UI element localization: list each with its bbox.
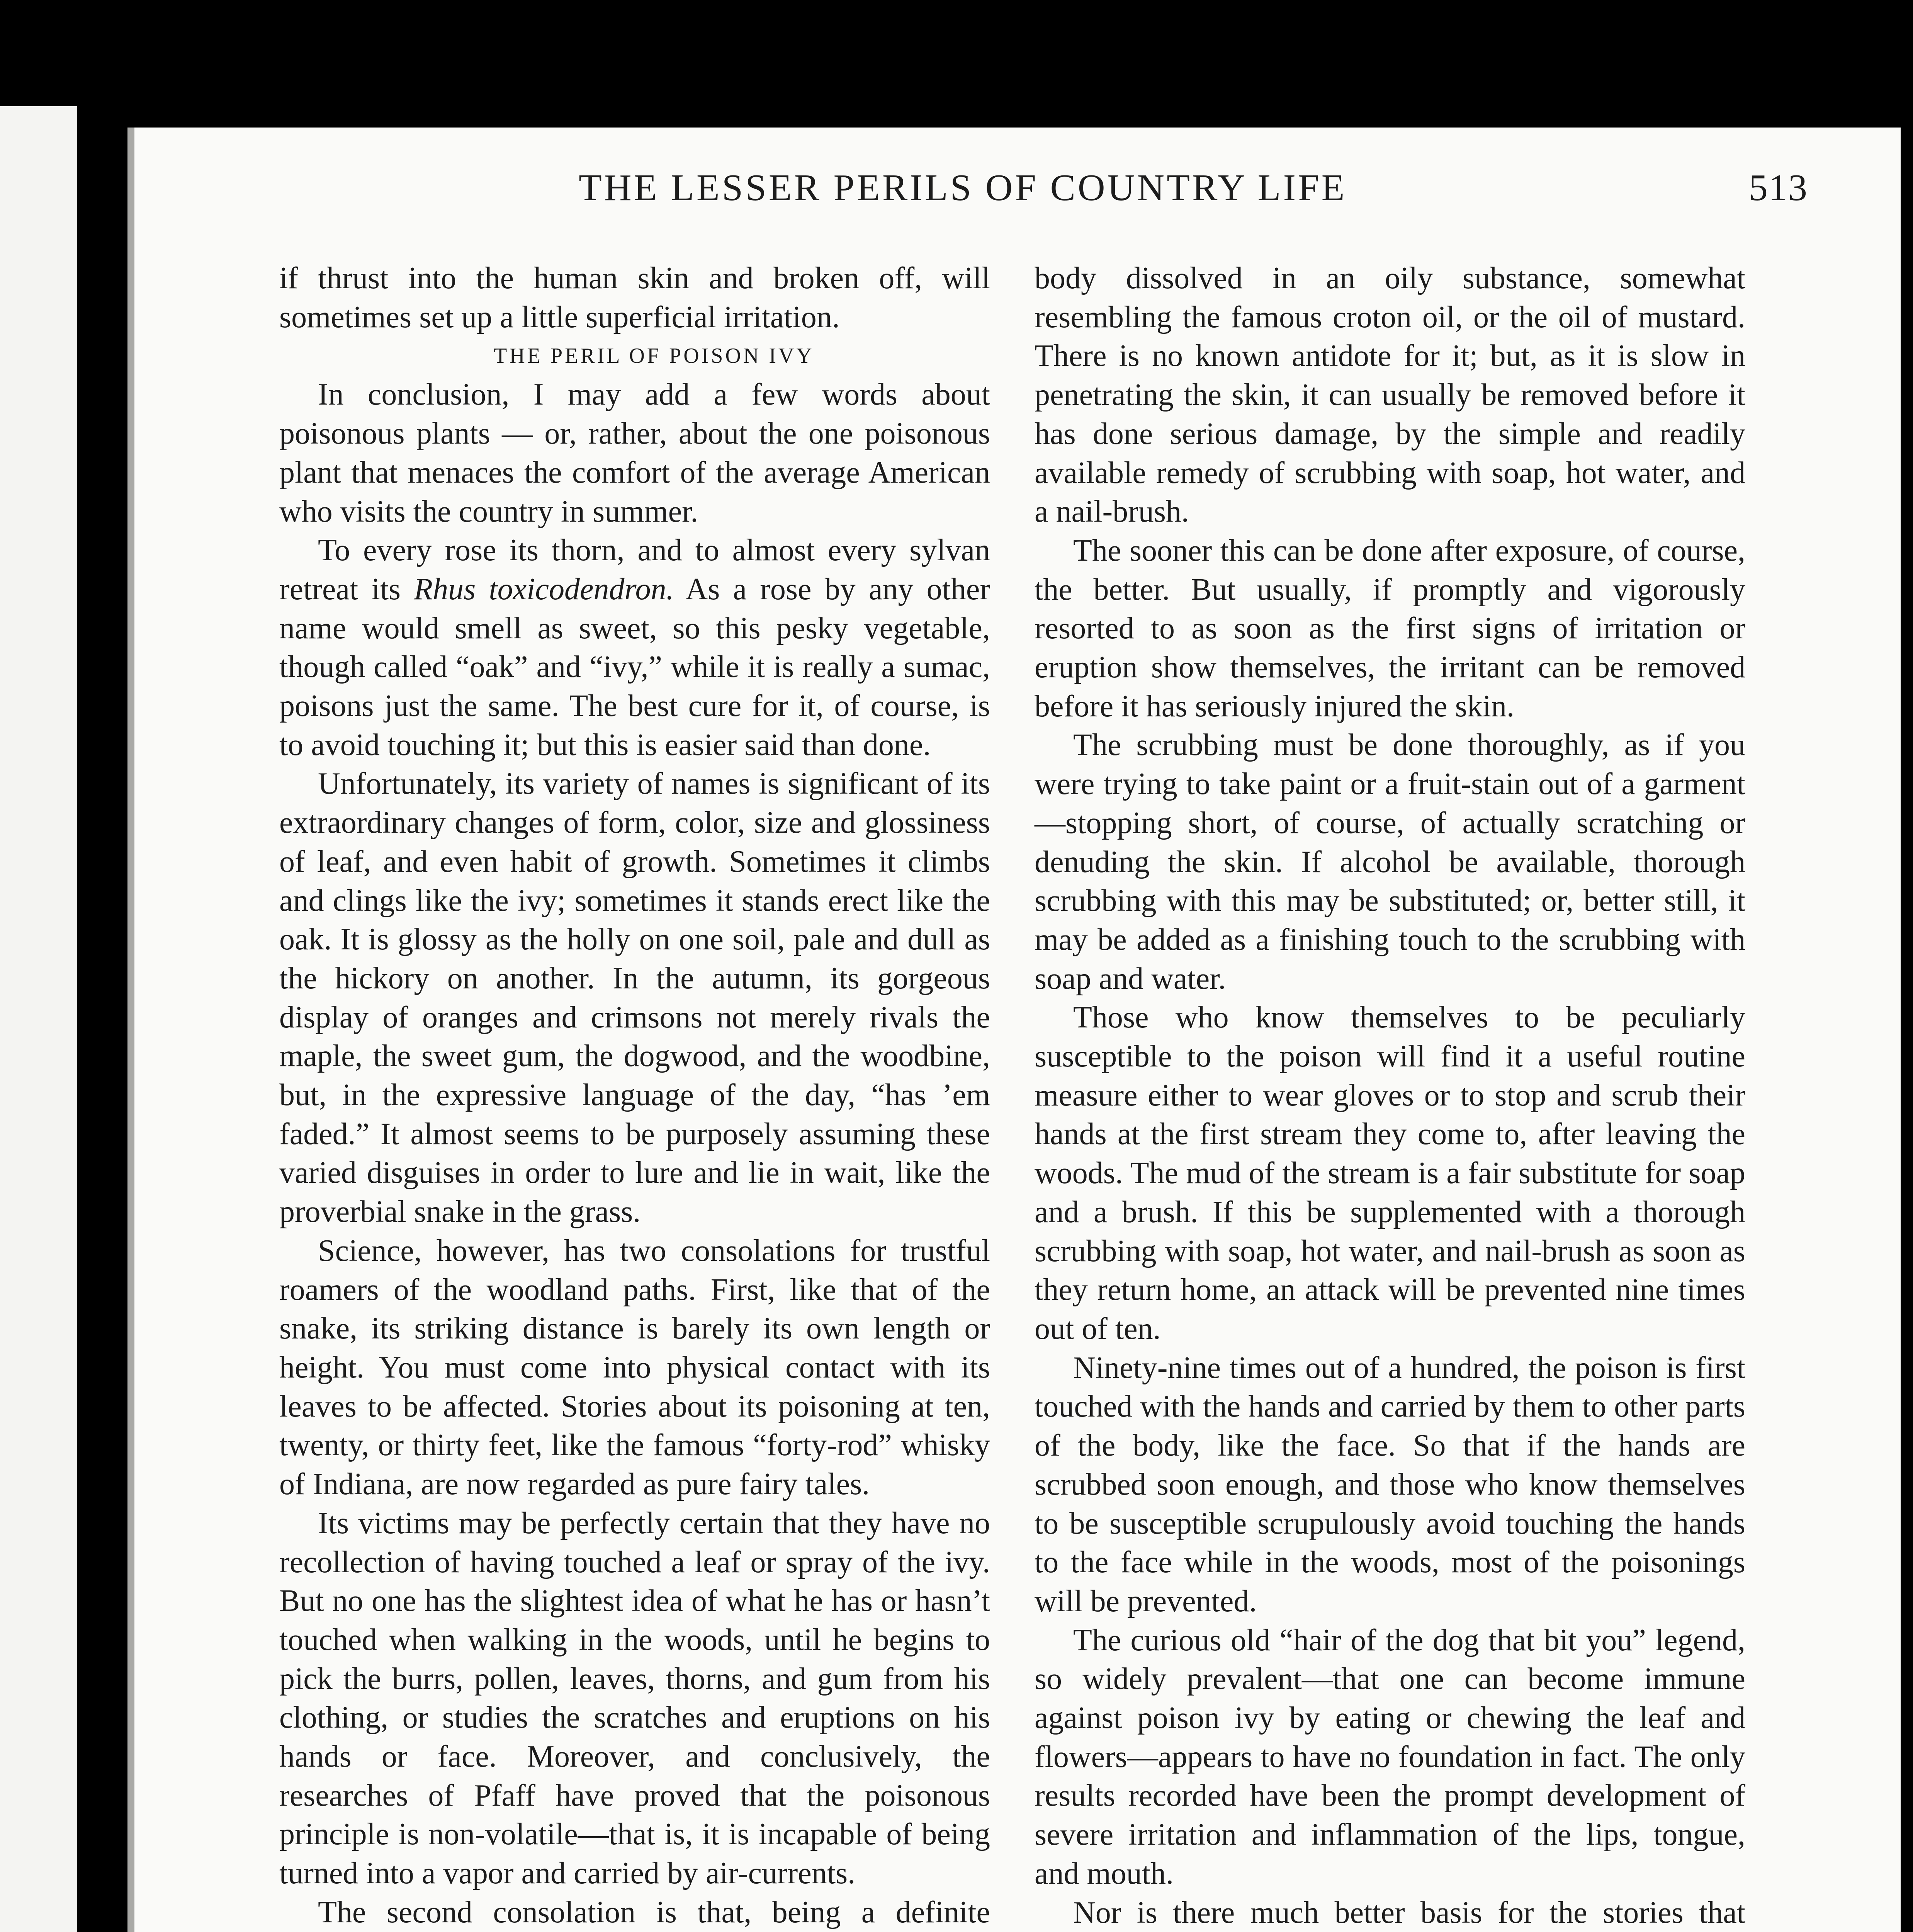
book-page [127,128,1901,1932]
paragraph: The curious old “hair of the dog that bit you” legend, so widely prevalent—that one can become immune against poison ivy by eating or chewing the leaf and flowers—appears to have no foundation in fact. The only results recorded have been the prompt development of severe irritation and inflammation of the lips, tongue, and mouth. [1035,1623,1745,1891]
paragraph: Its victims may be perfectly certain that they have no recollection of having touched a leaf or spray of the ivy. But no one has the slightest idea of what he has or hasn’t touched when walking in the woods, until he begins to pick the burrs, pollen, leaves, thorns, and gum from his clothing, or studies the scratches and eruptions on his hands or face. Moreover, and conclusively, the researches of Pfaff have proved that the poisonous principle is non-volatile—that is, it is incapable of being turned into a vapor and carried by air-currents. [279,1506,990,1891]
facing-page-edge [0,106,77,1932]
page-gutter-shadow [127,128,134,1932]
right-column [1035,259,1745,1932]
paragraph: Those who know themselves to be peculiarly susceptible to the poison will find it a useful routine measure either to wear gloves or to stop and scrub their hands at the first stream they come to, after leaving the woods. The mud of the stream is a fair substitute for soap and a brush. If this be supplemented with a thorough scrubbing with soap, hot water, and nail-brush as soon as they return home, an attack will be prevented nine times out of ten. [1035,1000,1745,1346]
paragraph [279,531,990,764]
paragraph: body dissolved in an oily substance, somewhat resembling the famous croton oil, or the oil of mustard. There is no known antidote for it; but, as it is slow in penetrating the skin, it can usually be removed before it has done serious damage, by the simple and readily available remedy of scrubbing with soap, hot water, and a nail-brush. [1035,261,1745,529]
text-run: To every rose its thorn, and to almost every sylvan retreat its [279,533,990,606]
paragraph: if thrust into the human skin and broken off, will sometimes set up a little superficial irritation. [279,261,990,334]
text-run: As a rose by any other name would smell as sweet, so this pesky vegetable, though called “oak” and “ivy,” while it is really a sumac, poisons just the same. The best cure for it, of course, is to avoid touching it; but this is easier said than done. [279,572,990,762]
paragraph: The second consolation is that, being a definite [318,1895,990,1929]
page-number: 513 [1749,167,1808,209]
paragraph: Science, however, has two consolations for trustful roamers of the woodland paths. First, like that of the snake, its striking distance is barely its own length or height. You must come into physical contact with its leaves to be affected. Stories about its poisoning at ten, twenty, or thirty feet, like the famous “forty-rod” whisky of Indiana, are now regarded as pure fairy tales. [279,1233,990,1502]
paragraph: Nor is there much better basis for the stories that [1073,1895,1745,1930]
paragraph: Unfortunately, its variety of names is significant of its extraordinary changes of form, color, size and glossiness of leaf, and even habit of growth. Sometimes it climbs and clings like the ivy; sometimes it stands erect like the oak. It is glossy as the holly on one soil, pale and dull as the hickory on another. In the autumn, its gorgeous display of oranges and crimsons not merely rivals the maple, the sweet gum, the dogwood, and the woodbine, but, in the expressive language of the day, “has ’em faded.” It almost seems to be purposely assuming these varied disguises in order to lure and lie in wait, like the proverbial snake in the grass. [279,767,990,1229]
paragraph: The sooner this can be done after exposure, of course, the better. But usually, if promptly and vigorously resorted to as soon as the first signs of irritation or eruption show themselves, the irritant can be removed before it has seriously injured the skin. [1035,533,1745,723]
section-subhead: THE PERIL OF POISON IVY [494,344,814,368]
paragraph: The scrubbing must be done thoroughly, as if you were trying to take paint or a fruit-stain out of a garment—stopping short, of course, of actually scratching or denuding the skin. If alcohol be available, thorough scrubbing with this may be substituted; or, better still, it may be added as a finishing touch to the scrubbing with soap and water. [1035,728,1745,996]
running-head [579,166,1808,224]
left-column [279,259,990,1932]
running-head-title: THE LESSER PERILS OF COUNTRY LIFE [579,167,1347,209]
italic-term: Rhus toxicodendron. [414,572,674,606]
paragraph: In conclusion, I may add a few words about poisonous plants — or, rather, about the one poisonous plant that menaces the comfort of the average American who visits the country in summer. [279,378,990,529]
paragraph: Ninety-nine times out of a hundred, the poison is first touched with the hands and carried by them to other parts of the body, like the face. So that if the hands are scrubbed soon enough, and those who know themselves to be susceptible scrupulously avoid touching the hands to the face while in the woods, most of the poisonings will be prevented. [1035,1350,1745,1618]
